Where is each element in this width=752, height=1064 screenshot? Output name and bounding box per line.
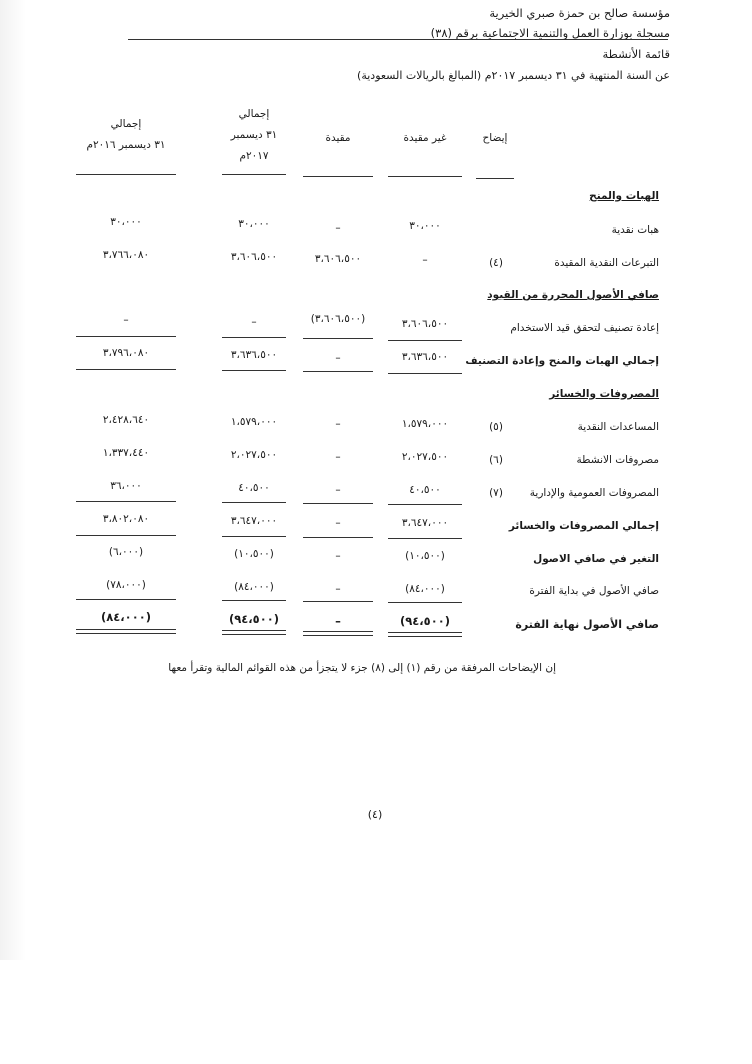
row-restricted: – bbox=[335, 418, 341, 430]
row-restricted: – bbox=[335, 352, 341, 364]
subtotal-rule bbox=[222, 337, 286, 338]
grand-total-rule bbox=[388, 632, 462, 637]
row-total-2016: ٣،٨٠٢،٠٨٠ bbox=[102, 513, 150, 525]
subtotal-rule bbox=[388, 340, 462, 341]
row-unrestricted: (٨٤،٠٠٠) bbox=[405, 583, 445, 595]
row-unrestricted: (٩٤،٥٠٠) bbox=[400, 614, 450, 628]
row-unrestricted: ٣،٦٤٧،٠٠٠ bbox=[401, 517, 449, 529]
row-total-2016: ٢،٤٢٨،٦٤٠ bbox=[102, 414, 150, 426]
footnote: إن الإيضاحات المرفقة من رقم (١) إلى (٨) جزء لا يتجزأ من هذه القوائم المالية وتقرأ معها bbox=[168, 662, 556, 674]
total-rule bbox=[222, 370, 286, 371]
row-unrestricted: ٢،٠٢٧،٥٠٠ bbox=[401, 451, 449, 463]
header-divider bbox=[128, 39, 668, 40]
row-total-2016: ٣،٧٩٦،٠٨٠ bbox=[102, 347, 150, 359]
row-restricted: (٣،٦٠٦،٥٠٠) bbox=[310, 313, 366, 325]
total-rule bbox=[76, 369, 176, 370]
grand-total-rule bbox=[222, 630, 286, 635]
row-label: صافي الأصول نهاية الفترة bbox=[515, 618, 659, 631]
header-rule bbox=[303, 176, 373, 177]
subtotal-rule bbox=[388, 602, 462, 603]
row-total-2016: ٣٦،٠٠٠ bbox=[110, 480, 142, 492]
subtotal-rule bbox=[303, 503, 373, 504]
row-unrestricted: – bbox=[422, 254, 428, 266]
row-restricted: – bbox=[335, 614, 341, 628]
grand-total-rule bbox=[303, 631, 373, 636]
row-total-2017: ٣،٦٤٧،٠٠٠ bbox=[230, 515, 278, 527]
row-unrestricted: (١٠،٥٠٠) bbox=[405, 550, 445, 562]
row-label: إعادة تصنيف لتحقق قيد الاستخدام bbox=[510, 322, 659, 334]
row-label: هبات نقدية bbox=[611, 224, 659, 236]
row-unrestricted: ٣،٦٠٦،٥٠٠ bbox=[401, 318, 449, 330]
row-total-2017: ٣،٦٠٦،٥٠٠ bbox=[230, 251, 278, 263]
section-released: صافي الأصول المحررة من القيود bbox=[487, 289, 659, 301]
row-label: صافي الأصول في بداية الفترة bbox=[529, 585, 659, 597]
col-header-restricted: مقيدة bbox=[325, 132, 351, 144]
col-header-total-2016 bbox=[76, 114, 176, 156]
row-restricted: – bbox=[335, 583, 341, 595]
grand-total-rule bbox=[76, 629, 176, 634]
row-restricted: – bbox=[335, 550, 341, 562]
header-rule bbox=[222, 174, 286, 175]
org-name: مؤسسة صالح بن حمزة صبري الخيرية bbox=[489, 6, 670, 20]
header-rule bbox=[76, 174, 176, 175]
col-header-note: إيضاح bbox=[482, 132, 508, 144]
subtotal-rule bbox=[76, 599, 176, 600]
subtotal-rule bbox=[222, 600, 286, 601]
row-total-2017: (١٠،٥٠٠) bbox=[234, 548, 274, 560]
col-header-total-2017 bbox=[222, 104, 286, 167]
col-header-total-2016-line1: إجمالي bbox=[110, 118, 142, 130]
row-restricted: – bbox=[335, 222, 341, 234]
registration-line: مسجلة بوزارة العمل والتنمية الاجتماعية برقم (٣٨) bbox=[430, 26, 670, 40]
row-label: المصروفات العمومية والإدارية bbox=[529, 487, 659, 499]
row-note: (٧) bbox=[489, 487, 503, 499]
row-unrestricted: ٣،٦٣٦،٥٠٠ bbox=[401, 351, 449, 363]
row-restricted: – bbox=[335, 484, 341, 496]
row-total-2016: (٧٨،٠٠٠) bbox=[106, 579, 146, 591]
row-total-2017: (٩٤،٥٠٠) bbox=[229, 612, 279, 626]
row-restricted: – bbox=[335, 517, 341, 529]
row-note: (٤) bbox=[489, 257, 503, 269]
row-total-2017: ٣،٦٣٦،٥٠٠ bbox=[230, 349, 278, 361]
total-rule bbox=[303, 537, 373, 538]
row-label: التغير في صافي الاصول bbox=[533, 553, 659, 565]
row-note: (٥) bbox=[489, 421, 503, 433]
section-donations: الهبات والمنح bbox=[589, 190, 659, 202]
row-total-2016: ٣٠،٠٠٠ bbox=[110, 216, 142, 228]
total-rule bbox=[76, 535, 176, 536]
section-expenses: المصروفات والخسائر bbox=[549, 388, 659, 400]
row-unrestricted: ١،٥٧٩،٠٠٠ bbox=[401, 418, 449, 430]
subtotal-rule bbox=[388, 504, 462, 505]
row-unrestricted: ٣٠،٠٠٠ bbox=[409, 220, 441, 232]
total-rule bbox=[222, 536, 286, 537]
period-line: عن السنة المنتهية في ٣١ ديسمبر ٢٠١٧م (المبالغ بالريالات السعودية) bbox=[357, 69, 670, 82]
row-unrestricted: ٤٠،٥٠٠ bbox=[409, 484, 441, 496]
row-total-2016: – bbox=[123, 314, 129, 326]
col-header-total-2017-line3: ٢٠١٧م bbox=[239, 150, 269, 162]
scan-edge bbox=[0, 0, 26, 960]
subtotal-rule bbox=[76, 501, 176, 502]
col-header-total-2017-line1: إجمالي bbox=[238, 108, 270, 120]
total-rule bbox=[303, 371, 373, 372]
row-total-2016: (٦،٠٠٠) bbox=[108, 546, 144, 558]
subtotal-rule bbox=[222, 502, 286, 503]
page-number: (٤) bbox=[367, 808, 383, 821]
total-rule bbox=[388, 538, 462, 539]
row-total-2017: ١،٥٧٩،٠٠٠ bbox=[230, 416, 278, 428]
row-total-2016: ١،٣٣٧،٤٤٠ bbox=[102, 447, 150, 459]
row-total-2017: ٣٠،٠٠٠ bbox=[238, 218, 270, 230]
row-restricted: – bbox=[335, 451, 341, 463]
row-total-2017: (٨٤،٠٠٠) bbox=[234, 581, 274, 593]
subtotal-rule bbox=[303, 338, 373, 339]
row-total-2017: ٢،٠٢٧،٥٠٠ bbox=[230, 449, 278, 461]
col-header-total-2017-line2: ٣١ ديسمبر bbox=[230, 129, 278, 141]
row-restricted: ٣،٦٠٦،٥٠٠ bbox=[314, 253, 362, 265]
header-rule bbox=[388, 176, 462, 177]
row-label: إجمالي المصروفات والخسائر bbox=[508, 520, 659, 532]
header-rule bbox=[476, 178, 514, 179]
row-label: إجمالي الهبات والمنح وإعادة التصنيف bbox=[465, 355, 659, 367]
statement-title: قائمة الأنشطة bbox=[602, 47, 670, 61]
row-label: مصروفات الانشطة bbox=[576, 454, 659, 466]
row-total-2016: (٨٤،٠٠٠) bbox=[101, 610, 151, 624]
row-label: المساعدات النقدية bbox=[577, 421, 659, 433]
row-label: التبرعات النقدية المقيدة bbox=[554, 257, 659, 269]
subtotal-rule bbox=[76, 336, 176, 337]
subtotal-rule bbox=[303, 601, 373, 602]
row-note: (٦) bbox=[489, 454, 503, 466]
row-total-2017: ٤٠،٥٠٠ bbox=[238, 482, 270, 494]
col-header-total-2016-line2: ٣١ ديسمبر ٢٠١٦م bbox=[86, 139, 166, 151]
row-total-2016: ٣،٧٦٦،٠٨٠ bbox=[102, 249, 150, 261]
row-total-2017: – bbox=[251, 316, 257, 328]
total-rule bbox=[388, 373, 462, 374]
col-header-unrestricted: غير مقيدة bbox=[403, 132, 447, 144]
